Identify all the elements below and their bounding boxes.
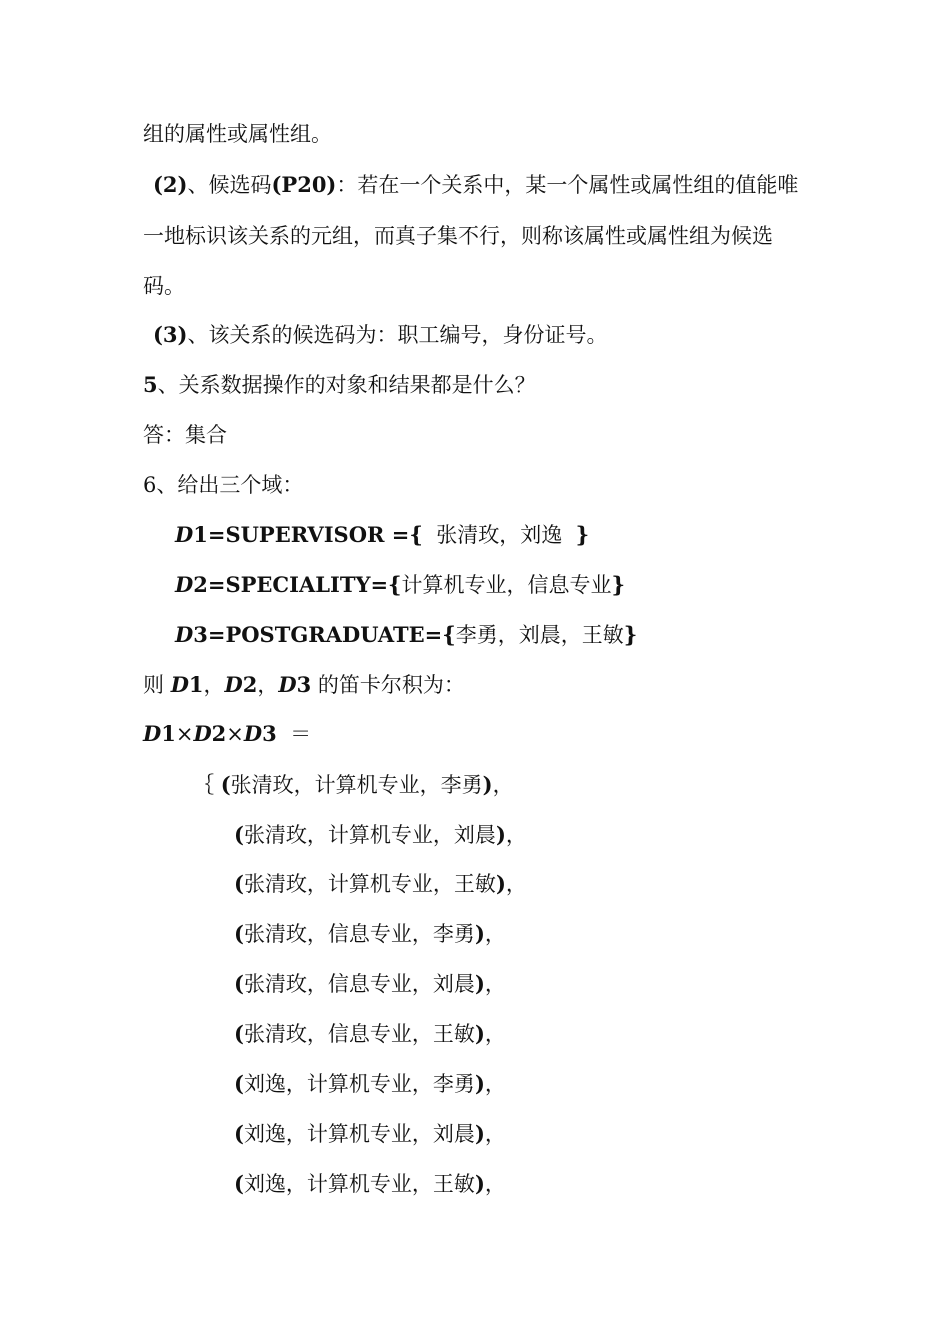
tuple-close-paren: ) [495, 822, 506, 847]
tuple-row [234, 1019, 506, 1049]
item-number: (2) [153, 172, 188, 197]
domain-symbol: D [243, 721, 263, 746]
tuple-row [234, 1119, 506, 1149]
domain-index: 3 [296, 672, 312, 697]
question-text: 、关系数据操作的对象和结果都是什么？ [157, 373, 536, 397]
tuple-row [193, 770, 514, 800]
tuple-text: 张清玫，信息专业，刘晨 [243, 972, 475, 996]
tuple-close-paren: ) [474, 1071, 485, 1096]
tuple-text: 张清玫，计算机专业，李勇 [230, 773, 483, 797]
cartesian-intro [143, 670, 465, 700]
domain-index: 1 [188, 672, 204, 697]
times-operator: × [175, 722, 194, 746]
domain-symbol: D [175, 522, 194, 547]
domain-symbol: D [193, 721, 212, 746]
domain-definition: =SUPERVISOR ={ [207, 522, 423, 547]
tuple-open-paren: ( [234, 822, 244, 847]
page-reference: (P20) [271, 172, 337, 197]
line-text: 组的属性或属性组。 [143, 122, 332, 146]
tuple-separator: ， [484, 1122, 506, 1146]
domain-index: 2 [242, 672, 258, 697]
domain-index: 3 [262, 721, 277, 746]
answer-5 [143, 420, 227, 450]
closing-brace: } [611, 572, 626, 597]
paragraph-line-4 [143, 271, 185, 301]
domain-symbol: D [175, 572, 194, 597]
tuple-text: 张清玫，信息专业，王敏 [243, 1022, 475, 1046]
tuple-row [234, 869, 527, 899]
domain-d2 [175, 570, 625, 600]
domain-index: 3 [193, 622, 208, 647]
line-text: 一地标识该关系的元组，而真子集不行，则称该属性或属性组为候选 [143, 224, 773, 248]
answer-text: 答：集合 [143, 423, 227, 447]
tuple-open-paren: ( [234, 921, 244, 946]
tuple-separator: ， [484, 972, 506, 996]
tuple-open-paren: ( [234, 1021, 244, 1046]
tuple-open-paren: ( [234, 971, 244, 996]
domain-d1 [175, 520, 589, 550]
tuple-row [234, 1169, 506, 1199]
tuple-row [234, 820, 527, 850]
tuple-close-paren: ) [474, 1121, 485, 1146]
question-text: 6、给出三个域： [143, 473, 304, 497]
candidate-key-answer-line [153, 320, 607, 350]
domain-symbol: D [143, 721, 162, 746]
domain-index: 2 [211, 721, 227, 746]
closing-brace: } [575, 522, 590, 547]
question-5 [143, 370, 536, 400]
tuple-separator: ， [505, 872, 527, 896]
tuple-text: 刘逸，计算机专业，刘晨 [243, 1122, 475, 1146]
paragraph-line-1 [143, 119, 332, 149]
domain-definition: =POSTGRADUATE={ [207, 622, 456, 647]
domain-values: 计算机专业，信息专业 [401, 573, 612, 597]
separator: ， [257, 673, 279, 697]
cartesian-product-expression [143, 719, 311, 749]
tuple-text: 张清玫，信息专业，李勇 [243, 922, 475, 946]
tuple-text: 刘逸，计算机专业，王敏 [243, 1172, 475, 1196]
domain-symbol: D [278, 672, 297, 697]
tuple-close-paren: ) [474, 971, 485, 996]
domain-definition: =SPECIALITY={ [207, 572, 402, 597]
tuple-open-paren: ( [234, 1071, 244, 1096]
question-6 [143, 470, 303, 500]
intro-prefix: 则 [143, 673, 171, 697]
domain-index: 1 [193, 522, 208, 547]
tuple-text: 张清玫，计算机专业，王敏 [243, 872, 496, 896]
domain-values: 李勇，刘晨，王敏 [455, 623, 624, 647]
domain-symbol: D [170, 672, 189, 697]
tuple-open-paren: ( [234, 871, 244, 896]
tuple-close-paren: ) [495, 871, 506, 896]
domain-values: 张清玫，刘逸 [436, 523, 563, 547]
definition-text: ：若在一个关系中，某一个属性或属性组的值能唯 [336, 173, 799, 197]
domain-symbol: D [224, 672, 243, 697]
tuple-separator: ， [505, 823, 527, 847]
times-operator: × [226, 722, 244, 746]
domain-index: 2 [193, 572, 208, 597]
opening-brace: ｛ [193, 773, 214, 797]
tuple-text: 刘逸，计算机专业，李勇 [243, 1072, 475, 1096]
tuple-separator: ， [484, 1172, 506, 1196]
tuple-separator: ， [492, 773, 514, 797]
term-label: 、候选码 [187, 173, 272, 197]
tuple-row [234, 919, 506, 949]
tuple-row [234, 969, 506, 999]
equals-sign: ＝ [283, 722, 312, 746]
domain-symbol: D [175, 622, 194, 647]
question-number: 5 [143, 372, 158, 397]
item-number: (3) [153, 322, 188, 347]
tuple-close-paren: ) [482, 772, 493, 797]
tuple-text: 张清玫，计算机专业，刘晨 [243, 823, 496, 847]
tuple-separator: ， [484, 1022, 506, 1046]
line-text: 码。 [143, 274, 185, 298]
tuple-open-paren: ( [220, 772, 231, 797]
tuple-close-paren: ) [474, 921, 485, 946]
answer-text: 、该关系的候选码为：职工编号，身份证号。 [187, 323, 608, 347]
tuple-row [234, 1069, 506, 1099]
closing-brace: } [623, 622, 638, 647]
tuple-separator: ， [484, 1072, 506, 1096]
tuple-open-paren: ( [234, 1121, 244, 1146]
separator: ， [203, 673, 225, 697]
domain-index: 1 [161, 721, 176, 746]
paragraph-line-3 [143, 221, 773, 251]
intro-suffix: 的笛卡尔积为： [311, 673, 465, 697]
tuple-open-paren: ( [234, 1171, 244, 1196]
tuple-close-paren: ) [474, 1021, 485, 1046]
candidate-key-definition-line [153, 170, 798, 200]
tuple-separator: ， [484, 922, 506, 946]
tuple-close-paren: ) [474, 1171, 485, 1196]
domain-d3 [175, 620, 637, 650]
